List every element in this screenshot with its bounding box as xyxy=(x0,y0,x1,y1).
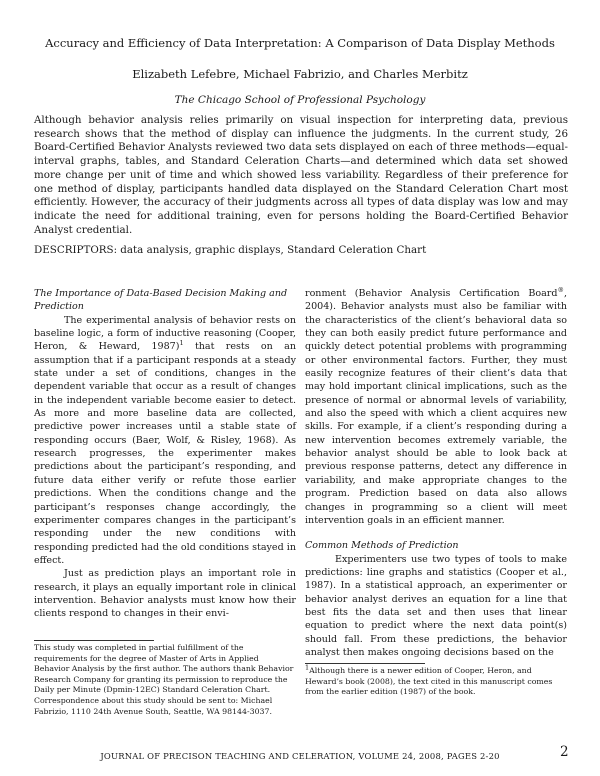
footnote-rule xyxy=(34,640,154,641)
footnote-acknowledgement: This study was completed in partial fulfillment of the requirements for the degree of Master of Arts in Applied Behavior Analysis by the first author. The authors thank Behavior Research Company for granting its permission to reproduce the Daily per Minute (Dpmin-12EC) Standard Celeration Chart. Correspondence about this study should be sent to: Michael Fabrizio, 1110 24th Avenue South, Seattle, WA 98144-3037. xyxy=(34,643,294,716)
descriptors: DESCRIPTORS: data analysis, graphic displays, Standard Celeration Chart xyxy=(34,244,427,256)
paper-affiliation: The Chicago School of Professional Psychology xyxy=(174,94,426,106)
text-segment: Although there is a newer edition of Cooper, Heron, and Heward’s book (2008), the text cited in this manuscript comes from the earlier edition (1987) of the book. xyxy=(305,666,553,697)
paragraph-prediction-tools: Experimenters use two types of tools to make predictions: line graphs and statistics (Cooper et al., 1987). In a statistical approach, an experimenter or behavior analyst derives an equation for a line that best fits the data set and then uses that linear equation to predict where the next data point(s) should fall. From these predictions, the behavior analyst then makes ongoing decisions based on the xyxy=(305,553,567,658)
journal-footer: JOURNAL OF PRECISON TEACHING AND CELERATION, VOLUME 24, 2008, PAGES 2-20 xyxy=(100,751,500,761)
footnote-marker: 1 xyxy=(179,339,184,348)
paragraph-behavior-analysts xyxy=(305,287,567,527)
paragraph-baseline-logic xyxy=(34,314,296,568)
footnote-edition xyxy=(305,663,567,698)
footnote-left xyxy=(34,640,296,717)
section-heading-importance: The Importance of Data-Based Decision Making and Prediction xyxy=(34,288,288,313)
left-column xyxy=(34,287,296,621)
text-segment: , 2004). Behavior analysts must also be familiar with the characteristics of the client’s behavioral data so they can both easily predict future performance and quickly detect potential problems with programming or other environmental factors. Further, they must easily recognize features of their client’s data that may hold important clinical implications, such as the presence of normal or abnormal levels of variability, and also the speed with which a client acquires new skills. For example, if a client’s responding during a new intervention becomes extremely variable, the behavior analyst should be able to look back at previous response patterns, detect any difference in variability, and make appropriate changes to the program. Prediction based on data also allows changes in programming so a client will meet intervention goals in an efficient manner. xyxy=(305,288,567,526)
footnote-marker: 1 xyxy=(305,663,310,672)
section-heading-methods: Common Methods of Prediction xyxy=(305,540,459,552)
text-segment: ronment (Behavior Analysis Certification Board xyxy=(305,288,558,299)
text-segment: The experimental analysis of behavior rests on baseline logic, a form of inductive reasoning (Cooper, Heron, & Heward, 1987) xyxy=(34,314,296,353)
registered-mark: ® xyxy=(557,285,564,294)
page-number: 2 xyxy=(560,744,569,760)
text-segment: that rests on an assumption that if a participant responds at a steady state under a set of conditions, changes in the dependent variable that occur as a result of changes in the independent variable become easier to detect. As more and more baseline data are collected, predictive power increases until a stable state of responding occurs (Baer, Wolf, & Risley, 1968). As research progresses, the experimenter makes predictions about the participant’s responding, and future data either verify or refute those earlier predictions. When the conditions change and the participant’s responses change accordingly, the experimenter compares changes in the participant’s responding under the new conditions with responding predicted had the old conditions stayed in effect. xyxy=(34,341,296,566)
footnote-right xyxy=(305,663,567,698)
paper-title: Accuracy and Efficiency of Data Interpretation: A Comparison of Data Display Methods xyxy=(45,36,555,50)
paragraph-prediction-role: Just as prediction plays an important role in research, it plays an equally important role in clinical intervention. Behavior analysts must know how their clients respond to changes in their envi- xyxy=(34,568,296,620)
paper-authors: Elizabeth Lefebre, Michael Fabrizio, and Charles Merbitz xyxy=(132,67,468,81)
abstract: Although behavior analysis relies primarily on visual inspection for interpreting data, previous research shows that the method of display can influence the judgments. In the current study, 26 Board-Certified Behavior Analysts reviewed two data sets displayed on each of three methods—equal-interval graphs, tables, and Standard Celeration Charts—and determined which data set showed more change per unit of time and which showed less variability. Regardless of their preference for one method of display, participants handled data displayed on the Standard Celeration Chart most efficiently. However, the accuracy of their judgments across all types of data display was low and may indicate the need for additional training, even for persons holding the Board-Certified Behavior Analyst credential. xyxy=(34,114,568,236)
footnote-rule xyxy=(305,663,425,664)
right-column xyxy=(305,287,567,659)
